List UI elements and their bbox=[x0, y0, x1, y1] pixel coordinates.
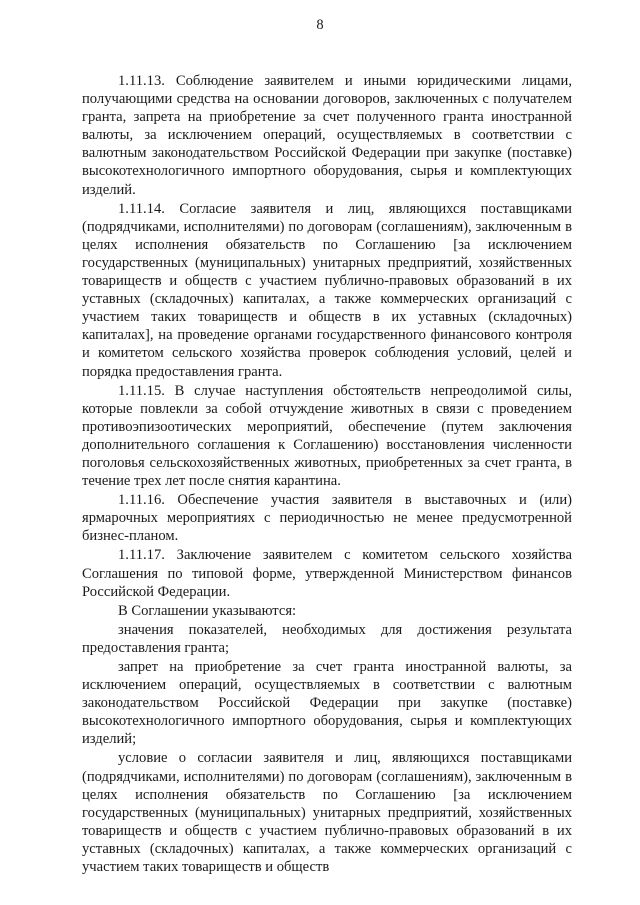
paragraph-indicator-values: значения показателей, необходимых для достижения результата предоставления гранта; bbox=[82, 621, 572, 656]
paragraph-1-11-17: 1.11.17. Заключение заявителем с комитетом сельского хозяйства Соглашения по типовой форме, утвержденной Министерством финансов Российской Федерации. bbox=[82, 547, 572, 600]
paragraph-1-11-15: 1.11.15. В случае наступления обстоятельств непреодолимой силы, которые повлекли за собой отчуждение животных в связи с проведением противоэпизоотических мероприятий, обеспечение (путем заключения дополнительного соглашения к Соглашению) восстановления численности поголовья сельскохозяйственных животных, приобретенных за счет гранта, в течение трех лет после снятия карантина. bbox=[82, 382, 572, 490]
paragraph-1-11-13: 1.11.13. Соблюдение заявителем и иными юридическими лицами, получающими средства на основании договоров, заключенных с получателем гранта, запрета на приобретение за счет полученного гранта иностранной валюты, за исключением операций, осуществляемых в соответствии с валютным законодательством Российской Федерации при закупке (поставке) высокотехнологичного импортного оборудования, сырья и комплектующих изделий. bbox=[82, 73, 572, 198]
paragraph-agreement-intro: В Соглашении указываются: bbox=[118, 602, 297, 619]
paragraph-1-11-14: 1.11.14. Согласие заявителя и лиц, являющихся поставщиками (подрядчиками, исполнителями) по договорам (соглашениям), заключенным в целях исполнения обязательств по Соглашению [за исключением государственных (муниципальных) унитарных предприятий, хозяйственных товариществ и обществ с участием публично-правовых образований в их уставных (складочных) капиталах, а также коммерческих организаций с участием таких товариществ и обществ в их уставных (складочных) капиталах], на проведение органами государственного финансового контроля и комитетом сельского хозяйства проверок соблюдения условий, целей и порядка предоставления гранта. bbox=[82, 200, 572, 380]
paragraph-consent-condition: условие о согласии заявителя и лиц, являющихся поставщиками (подрядчиками, исполнителями) по договорам (соглашениям), заключенным в целях исполнения обязательств по Соглашению [за исключением государственных (муниципальных) унитарных предприятий, хозяйственных товариществ и обществ с участием публично-правовых образований в их уставных (складочных) капиталах, а также коммерческих организаций с участием таких товариществ и обществ bbox=[82, 750, 572, 876]
paragraph-currency-ban: запрет на приобретение за счет гранта иностранной валюты, за исключением операций, осуществляемых в соответствии с валютным законодательством Российской Федерации при закупке (поставке) высокотехнологичного импортного оборудования, сырья и комплектующих изделий; bbox=[82, 659, 572, 748]
page-number: 8 bbox=[316, 17, 324, 33]
document-body bbox=[82, 72, 572, 876]
paragraph-1-11-16: 1.11.16. Обеспечение участия заявителя в выставочных и (или) ярмарочных мероприятиях с периодичностью не менее предусмотренной бизнес-планом. bbox=[82, 492, 572, 545]
